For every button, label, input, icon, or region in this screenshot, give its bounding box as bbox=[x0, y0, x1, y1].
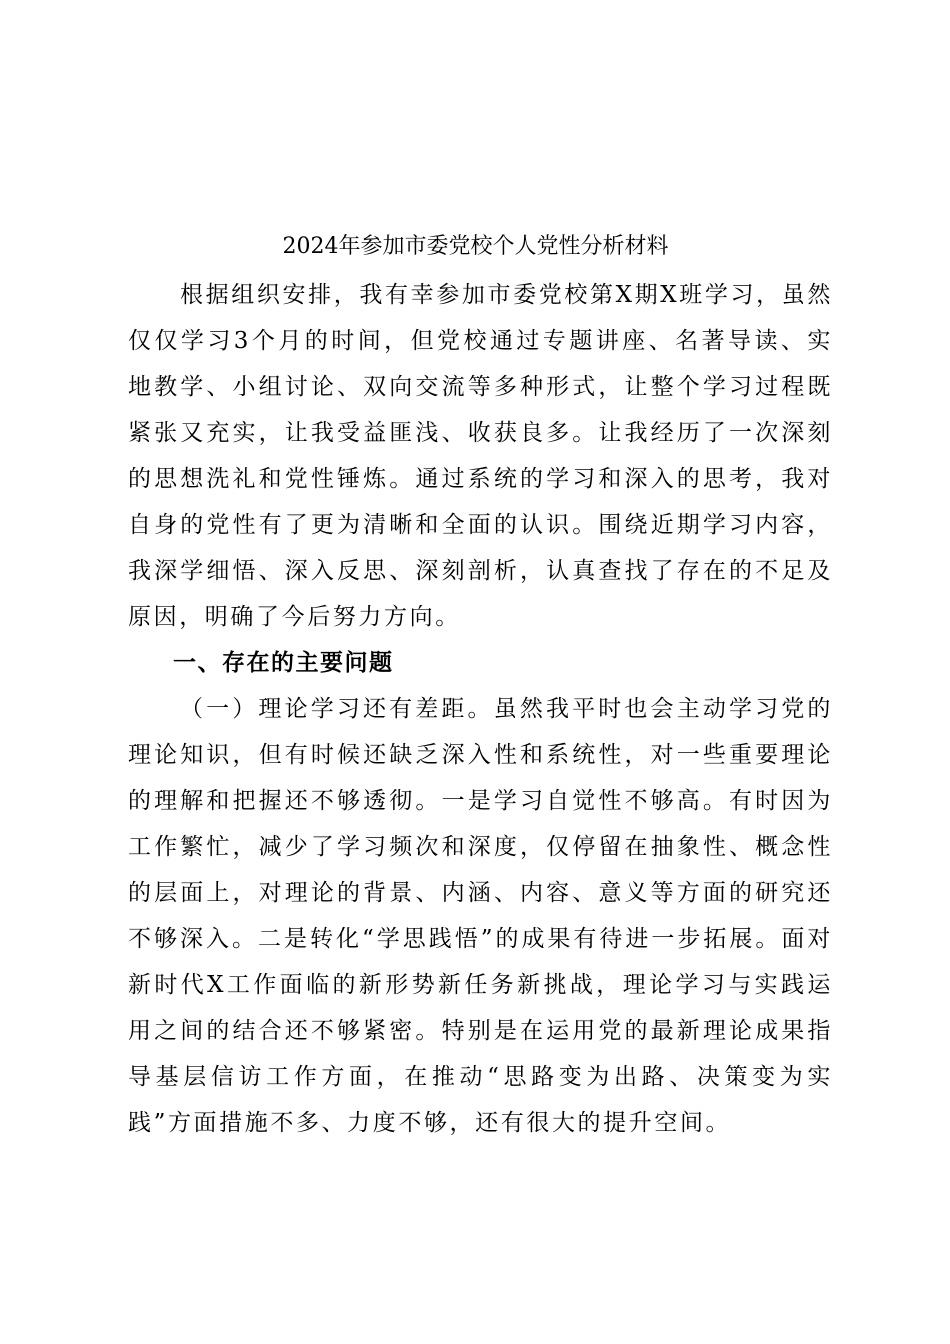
document-body bbox=[128, 230, 833, 1146]
intro-paragraph: 根据组织安排，我有幸参加市委党校第X期X班学习，虽然仅仅学习3个月的时间，但党校通过专题讲座、名著导读、实地教学、小组讨论、双向交流等多种形式，让整个学习过程既紧张又充实，让我受益匪浅、收获良多。让我经历了一次深刻的思想洗礼和党性锤炼。通过系统的学习和深入的思考，我对自身的党性有了更为清晰和全面的认识。围绕近期学习内容，我深学细悟、深入反思、深刻剖析，认真查找了存在的不足及原因，明确了今后努力方向。 bbox=[128, 282, 833, 630]
section-heading: 一、存在的主要问题 bbox=[173, 650, 394, 676]
subsection-body: 虽然我平时也会主动学习党的理论知识，但有时候还缺乏深入性和系统性，对一些重要理论的理解和把握还不够透彻。一是学习自觉性不够高。有时因为工作繁忙，减少了学习频次和深度，仅停留在抽象性、概念性的层面上，对理论的背景、内涵、内容、意义等方面的研究还不够深入。二是转化“学思践悟”的成果有待进一步拓展。面对新时代X工作面临的新形势新任务新挑战，理论学习与实践运用之间的结合还不够紧密。特别是在运用党的最新理论成果指导基层信访工作方面，在推动“思路变为出路、决策变为实践”方面措施不多、力度不够，还有很大的提升空间。 bbox=[128, 696, 833, 1136]
subsection-lead: （一）理论学习还有差距。 bbox=[180, 696, 494, 722]
problem-paragraph bbox=[128, 686, 833, 1146]
document-title: 2024年参加市委党校个人党性分析材料 bbox=[282, 234, 669, 259]
